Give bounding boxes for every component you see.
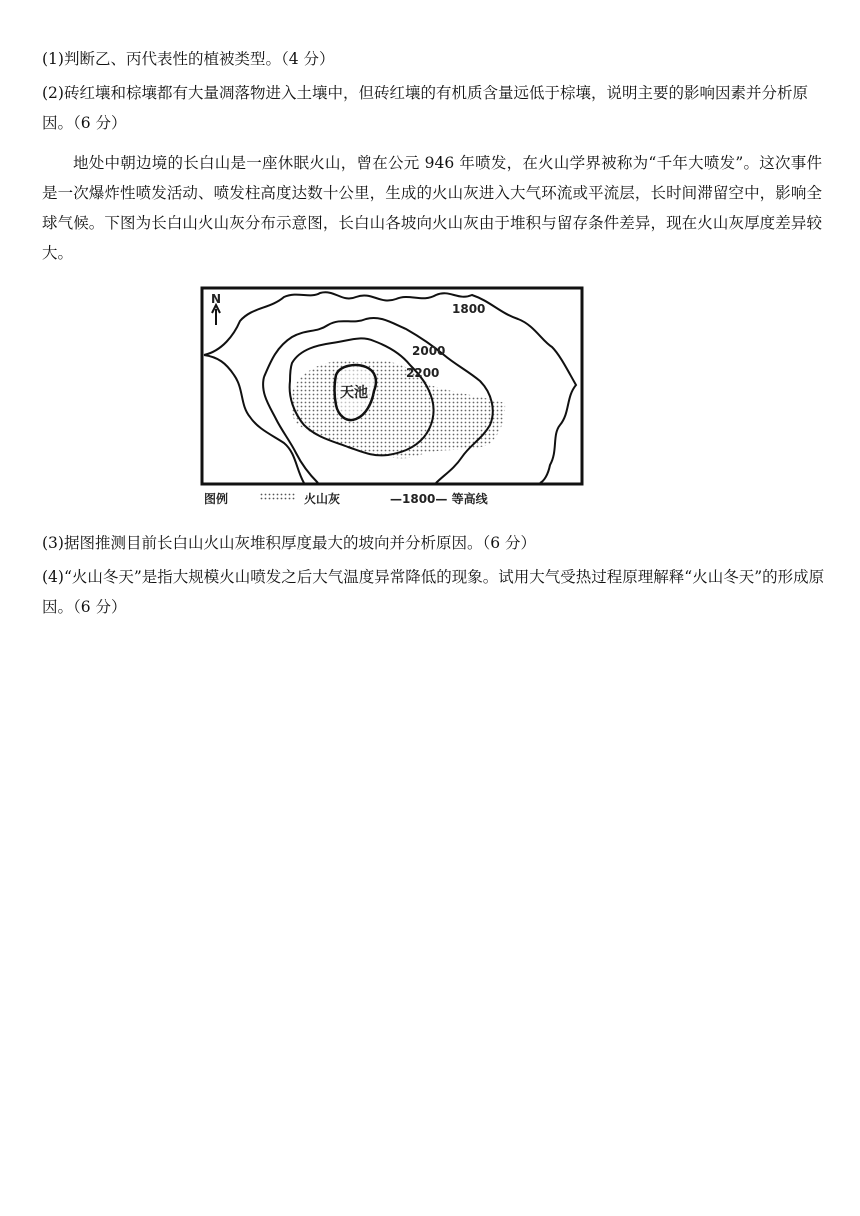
question-2: (2)砖红壤和棕壤都有大量凋落物进入土壤中，但砖红壤的有机质含量远低于棕壤，说明主要的影响因素并分析原因。（6 分） bbox=[42, 84, 808, 132]
contour-label-2200: 2200 bbox=[406, 366, 440, 380]
question-1: (1)判断乙、丙代表性的植被类型。（4 分） bbox=[42, 50, 335, 68]
changbai-ash-map bbox=[200, 285, 600, 517]
legend-contour-label: —1800— 等高线 bbox=[390, 492, 488, 506]
legend-title: 图例 bbox=[204, 492, 229, 506]
question-4: (4)“火山冬天”是指大规模火山喷发之后大气温度异常降低的现象。试用大气受热过程原理解释“火山冬天”的形成原因。（6 分） bbox=[42, 568, 825, 616]
map-svg bbox=[200, 285, 600, 517]
contour-label-1800: 1800 bbox=[452, 302, 486, 316]
legend-ash-swatch bbox=[260, 493, 296, 501]
lake-label: 天池 bbox=[340, 385, 368, 401]
legend-ash-label: 火山灰 bbox=[304, 492, 341, 506]
question-3: (3)据图推测目前长白山火山灰堆积厚度最大的坡向并分析原因。（6 分） bbox=[42, 534, 536, 552]
north-label: N bbox=[211, 292, 222, 306]
contour-label-2000: 2000 bbox=[412, 344, 446, 358]
passage-changbai: 地处中朝边境的长白山是一座休眠火山，曾在公元 946 年喷发，在火山学界被称为“千年大喷发”。这次事件是一次爆炸性喷发活动、喷发柱高度达数十公里，生成的火山灰进入大气环流或平流层，长时间滞留空中，影响全球气候。下图为长白山火山灰分布示意图，长白山各坡向火山灰由于堆积与留存条件差异，现在火山灰厚度差异较大。 bbox=[42, 154, 822, 262]
